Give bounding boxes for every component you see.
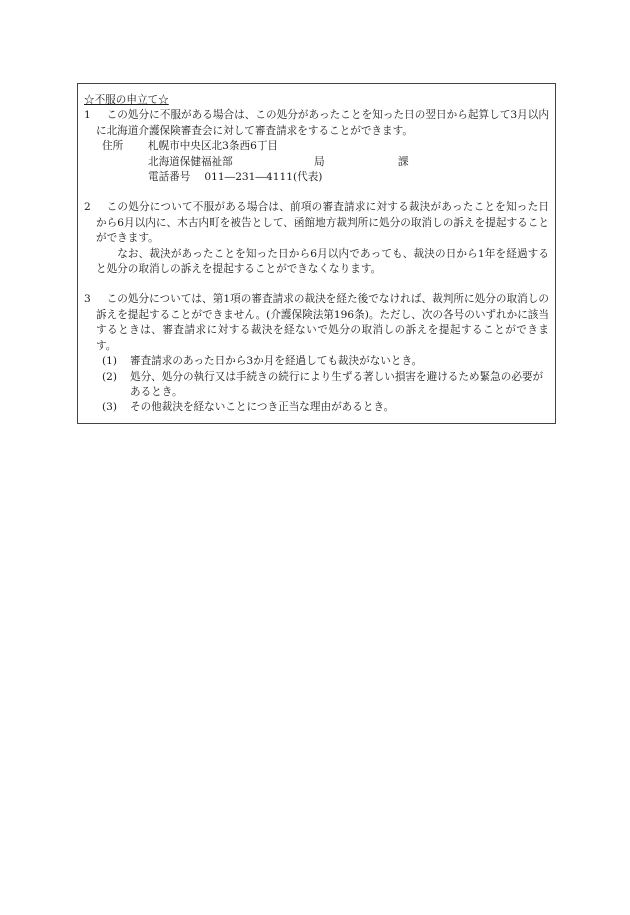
list-item-number: (2) [102,370,118,383]
appeal-notice-box [77,83,556,424]
section-label: 課 [398,155,409,168]
department-name: 北海道保健福祉部 [148,155,233,168]
list-item-number: (3) [102,401,118,414]
paragraph-3 [84,292,549,354]
paragraph-text: この処分について不服がある場合は、前項の審査請求に対する裁決があったことを知った日から6月以内に、木古内町を被告として、函館地方裁判所に処分の取消しの訴えを提起することができます。 [96,201,549,245]
spacer [96,155,148,170]
address-value: 札幌市中央区北3条西6丁目 [148,140,279,153]
contact-address-block [84,139,549,185]
bureau-label: 局 [314,155,325,168]
list-item-text: 審査請求のあった日から3か月を経過しても裁決がないとき。 [130,355,423,368]
paragraph-number: 2 [84,201,91,214]
spacer [96,170,148,185]
phone-row [96,170,549,185]
address-row [96,139,549,154]
list-item [84,370,549,401]
paragraph-number: 3 [84,293,91,306]
paragraph-text: この処分については、第1項の審査請求の裁決を経た後でなければ、裁判所に処分の取消しの訴えを提起することができません。(介護保険法第196条)。ただし、次の各号のいずれかに該当するときは、審査請求に対する裁決を経ないで処分の取消しの訴えを提起することができます。 [96,293,549,352]
list-item-text: その他裁決を経ないことにつき正当な理由があるとき。 [130,401,395,414]
paragraph-text: この処分に不服がある場合は、この処分があったことを知った日の翌日から起算して3月以内に北海道介護保険審査会に対して審査請求をすることができます。 [96,109,549,137]
paragraph-number: 1 [84,109,91,122]
spacer [84,277,549,292]
department-row [96,155,549,170]
paragraph-2-note: なお、裁決があったことを知った日から6月以内であっても、裁決の日から1年を経過すると処分の取消しの訴えを提起することができなくなります。 [96,247,549,276]
paragraph-1 [84,108,549,139]
list-item [84,400,549,415]
phone-label: 電話番号 [148,171,191,184]
notice-heading: ☆不服の申立て☆ [84,94,169,106]
phone-value: 011―231―4111(代表) [204,171,323,184]
list-item [84,354,549,369]
paragraph-2 [84,200,549,246]
address-label: 住所 [102,140,124,153]
spacer [84,185,549,200]
list-item-number: (1) [102,355,118,368]
list-item-text: 処分、処分の執行又は手続きの続行により生ずる著しい損害を避けるため緊急の必要があるとき。 [130,370,544,398]
